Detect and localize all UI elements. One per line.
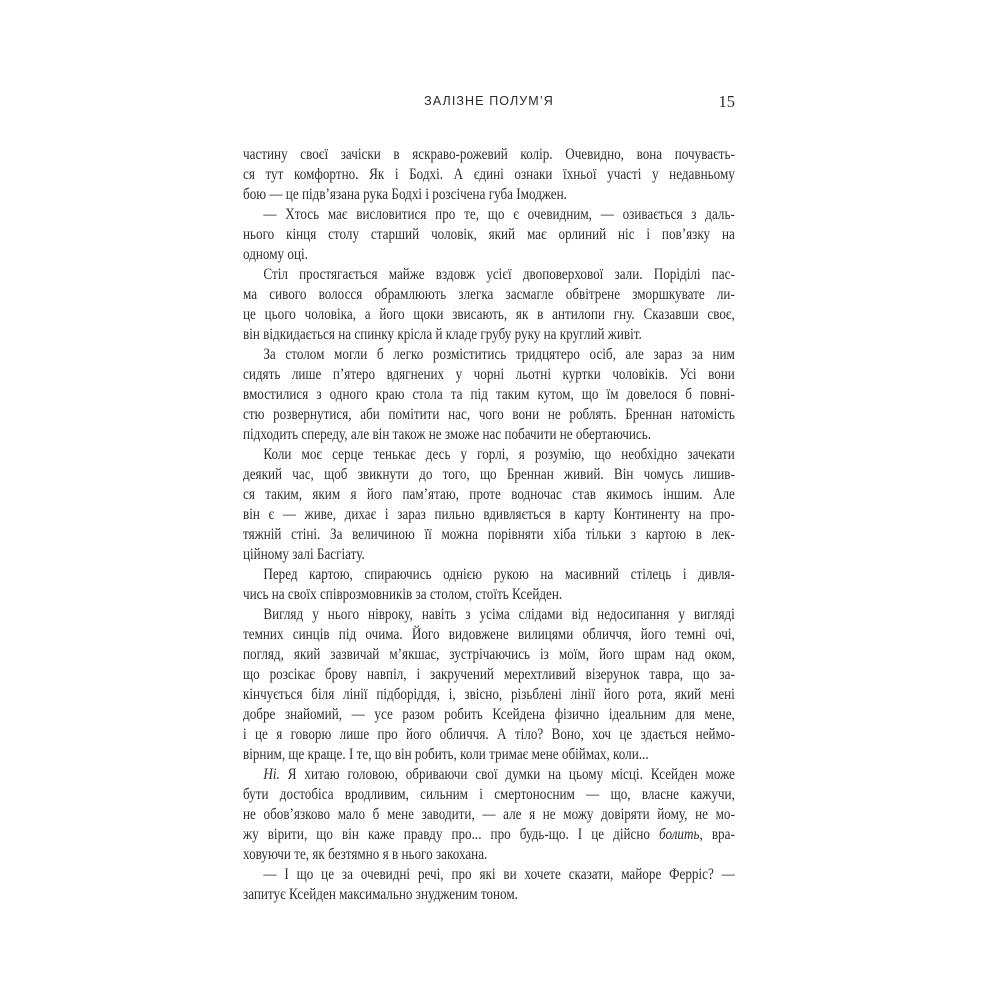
text-segment: Вигляд у нього нівроку, навіть з усіма слідами від недосипання у вигляді [263,606,735,623]
text-segment: підходить спереду, але він також не зможе нас побачити не обертаючись. [243,426,652,443]
text-segment: він відкидається на спинку крісла й кладе грубу руку на круглий живіт. [243,326,642,343]
text-line [243,545,735,565]
text-segment: бути достобіса вродливим, сильним і смертоносним — що, власне кажучи, [243,786,735,803]
text-segment: що розсікає брову навпіл, і закручений мерехтливий візерунок тавра, що за- [243,666,735,683]
text-line [243,405,735,425]
text-segment: погляд, який зазвичай м’якшає, зустрічаючись із моїм, його шрам над оком, [243,646,735,663]
text-line [243,605,735,625]
text-segment: жу вірити, що він каже правду про... про будь-що. І це дійсно [243,826,660,843]
text-line [243,865,735,885]
italic-text-segment: болить [659,826,700,843]
text-segment: Коли моє серце тенькає десь у горлі, я розумію, що необхідно зачекати [263,446,735,463]
text-line [243,365,735,385]
text-line [243,185,735,205]
text-segment: бою — це підв’язана рука Бодхі і розсічена губа Імоджен. [243,186,567,203]
text-line [243,665,735,685]
text-line [243,745,735,765]
text-segment: вмостилися з одного краю стола та під таким кутом, що їм довелося б повні- [243,386,735,403]
text-line [243,785,735,805]
text-line [243,825,735,845]
text-segment: вірним, ще краще. І те, що він робить, коли тримає мене обіймах, коли... [243,746,649,763]
text-segment: нього кінця столу старший чоловік, який має орлиний ніс і пов’язку на [243,226,735,243]
text-segment: Перед картою, спираючись однією рукою на масивний стілець і дивля- [263,566,735,583]
text-segment: кінчується біля лінії підборіддя, і, звісно, різьблені лінії його рота, який мені [243,686,735,703]
text-segment: ся тут комфортно. Як і Бодхі. А єдині ознаки їхньої участі у недавньому [243,166,735,183]
text-line [243,165,735,185]
text-segment: не обов’язково мало б мене заводити, — але я не можу довіряти йому, не мо- [243,806,735,823]
text-line [243,445,735,465]
text-segment: запитує Ксейден максимально знудженим тоном. [243,886,518,903]
text-segment: — Хтось має висловитися про те, що є очевидним, — озивається з даль- [263,206,735,223]
text-segment: темних синців під очима. Його видовжене вилицями обличчя, його темні очі, [243,626,735,643]
text-line [243,845,735,865]
text-line [243,325,735,345]
text-line [243,385,735,405]
text-line [243,225,735,245]
text-line [243,465,735,485]
text-segment: ховуючи те, як безтямно я в нього закохана. [243,846,488,863]
text-segment: і це я говорю лише про його обличчя. А тіло? Воно, хоч це здається неймо- [243,726,735,743]
italic-text-segment: Ні. [263,766,280,783]
text-line [243,765,735,785]
text-segment: Стіл простягається майже вздовж усієї двоповерхової зали. Поріділі пас- [263,266,735,283]
text-line [243,725,735,745]
text-line [243,345,735,365]
text-line [243,645,735,665]
text-line [243,525,735,545]
text-segment: , вра- [699,826,735,843]
text-line [243,485,735,505]
text-segment: ся таким, яким я його пам’ятаю, проте водночас став якимось іншим. Але [243,486,735,503]
text-line [243,265,735,285]
text-segment: За столом могли б легко розміститись тридцятеро осіб, але зараз за ним [263,346,735,363]
text-segment: тяжній стіні. За величиною її можна порівняти хіба тільки з картою в лек- [243,526,735,543]
text-segment: сидять лише п’ятеро вдягнених у чорні льотні куртки чоловіків. Усі вони [243,366,735,383]
text-line [243,585,735,605]
text-line [243,685,735,705]
text-line [243,505,735,525]
text-segment: — І що це за очевидні речі, про які ви хочете сказати, майоре Ферріс? — [263,866,735,883]
text-line [243,805,735,825]
text-line [243,145,735,165]
page-body [243,145,735,905]
text-segment: чись на своїх співрозмовників за столом, стоїть Ксейден. [243,586,563,603]
text-segment: деякий час, щоб звикнути до того, що Бреннан живий. Він чомусь лишив- [243,466,735,483]
text-line [243,565,735,585]
text-line [243,885,735,905]
text-segment: частину своєї зачіски в яскраво-рожевий колір. Очевидно, вона почуваєть- [243,146,735,163]
text-segment: ційному залі Басгіату. [243,546,365,563]
running-header-title: ЗАЛІЗНЕ ПОЛУМ’Я [424,94,554,108]
text-line [243,425,735,445]
text-line [243,625,735,645]
text-segment: Я хитаю головою, обриваючи свої думки на цьому місці. Ксейден може [279,766,735,783]
text-segment: стю розвернутися, аби помітити нас, чого вони не роблять. Бреннан натомість [243,406,735,423]
text-segment: це цього чоловіка, а його щоки звисають, як в антилопи гну. Сказавши своє, [243,306,735,323]
text-line [243,205,735,225]
text-segment: він є — живе, дихає і зараз пильно вдивляється в карту Континенту на про- [243,506,735,523]
running-header [243,94,735,112]
text-line [243,285,735,305]
text-segment: ма сивого волосся обрамлюють злегка засмагле обвітрене зморшкувате ли- [243,286,735,303]
text-segment: одному оці. [243,246,308,263]
text-line [243,245,735,265]
text-line [243,305,735,325]
text-segment: добре знайомий, — усе разом робить Ксейдена фізично ідеальним для мене, [243,706,735,723]
text-line [243,705,735,725]
page-number: 15 [718,92,735,111]
